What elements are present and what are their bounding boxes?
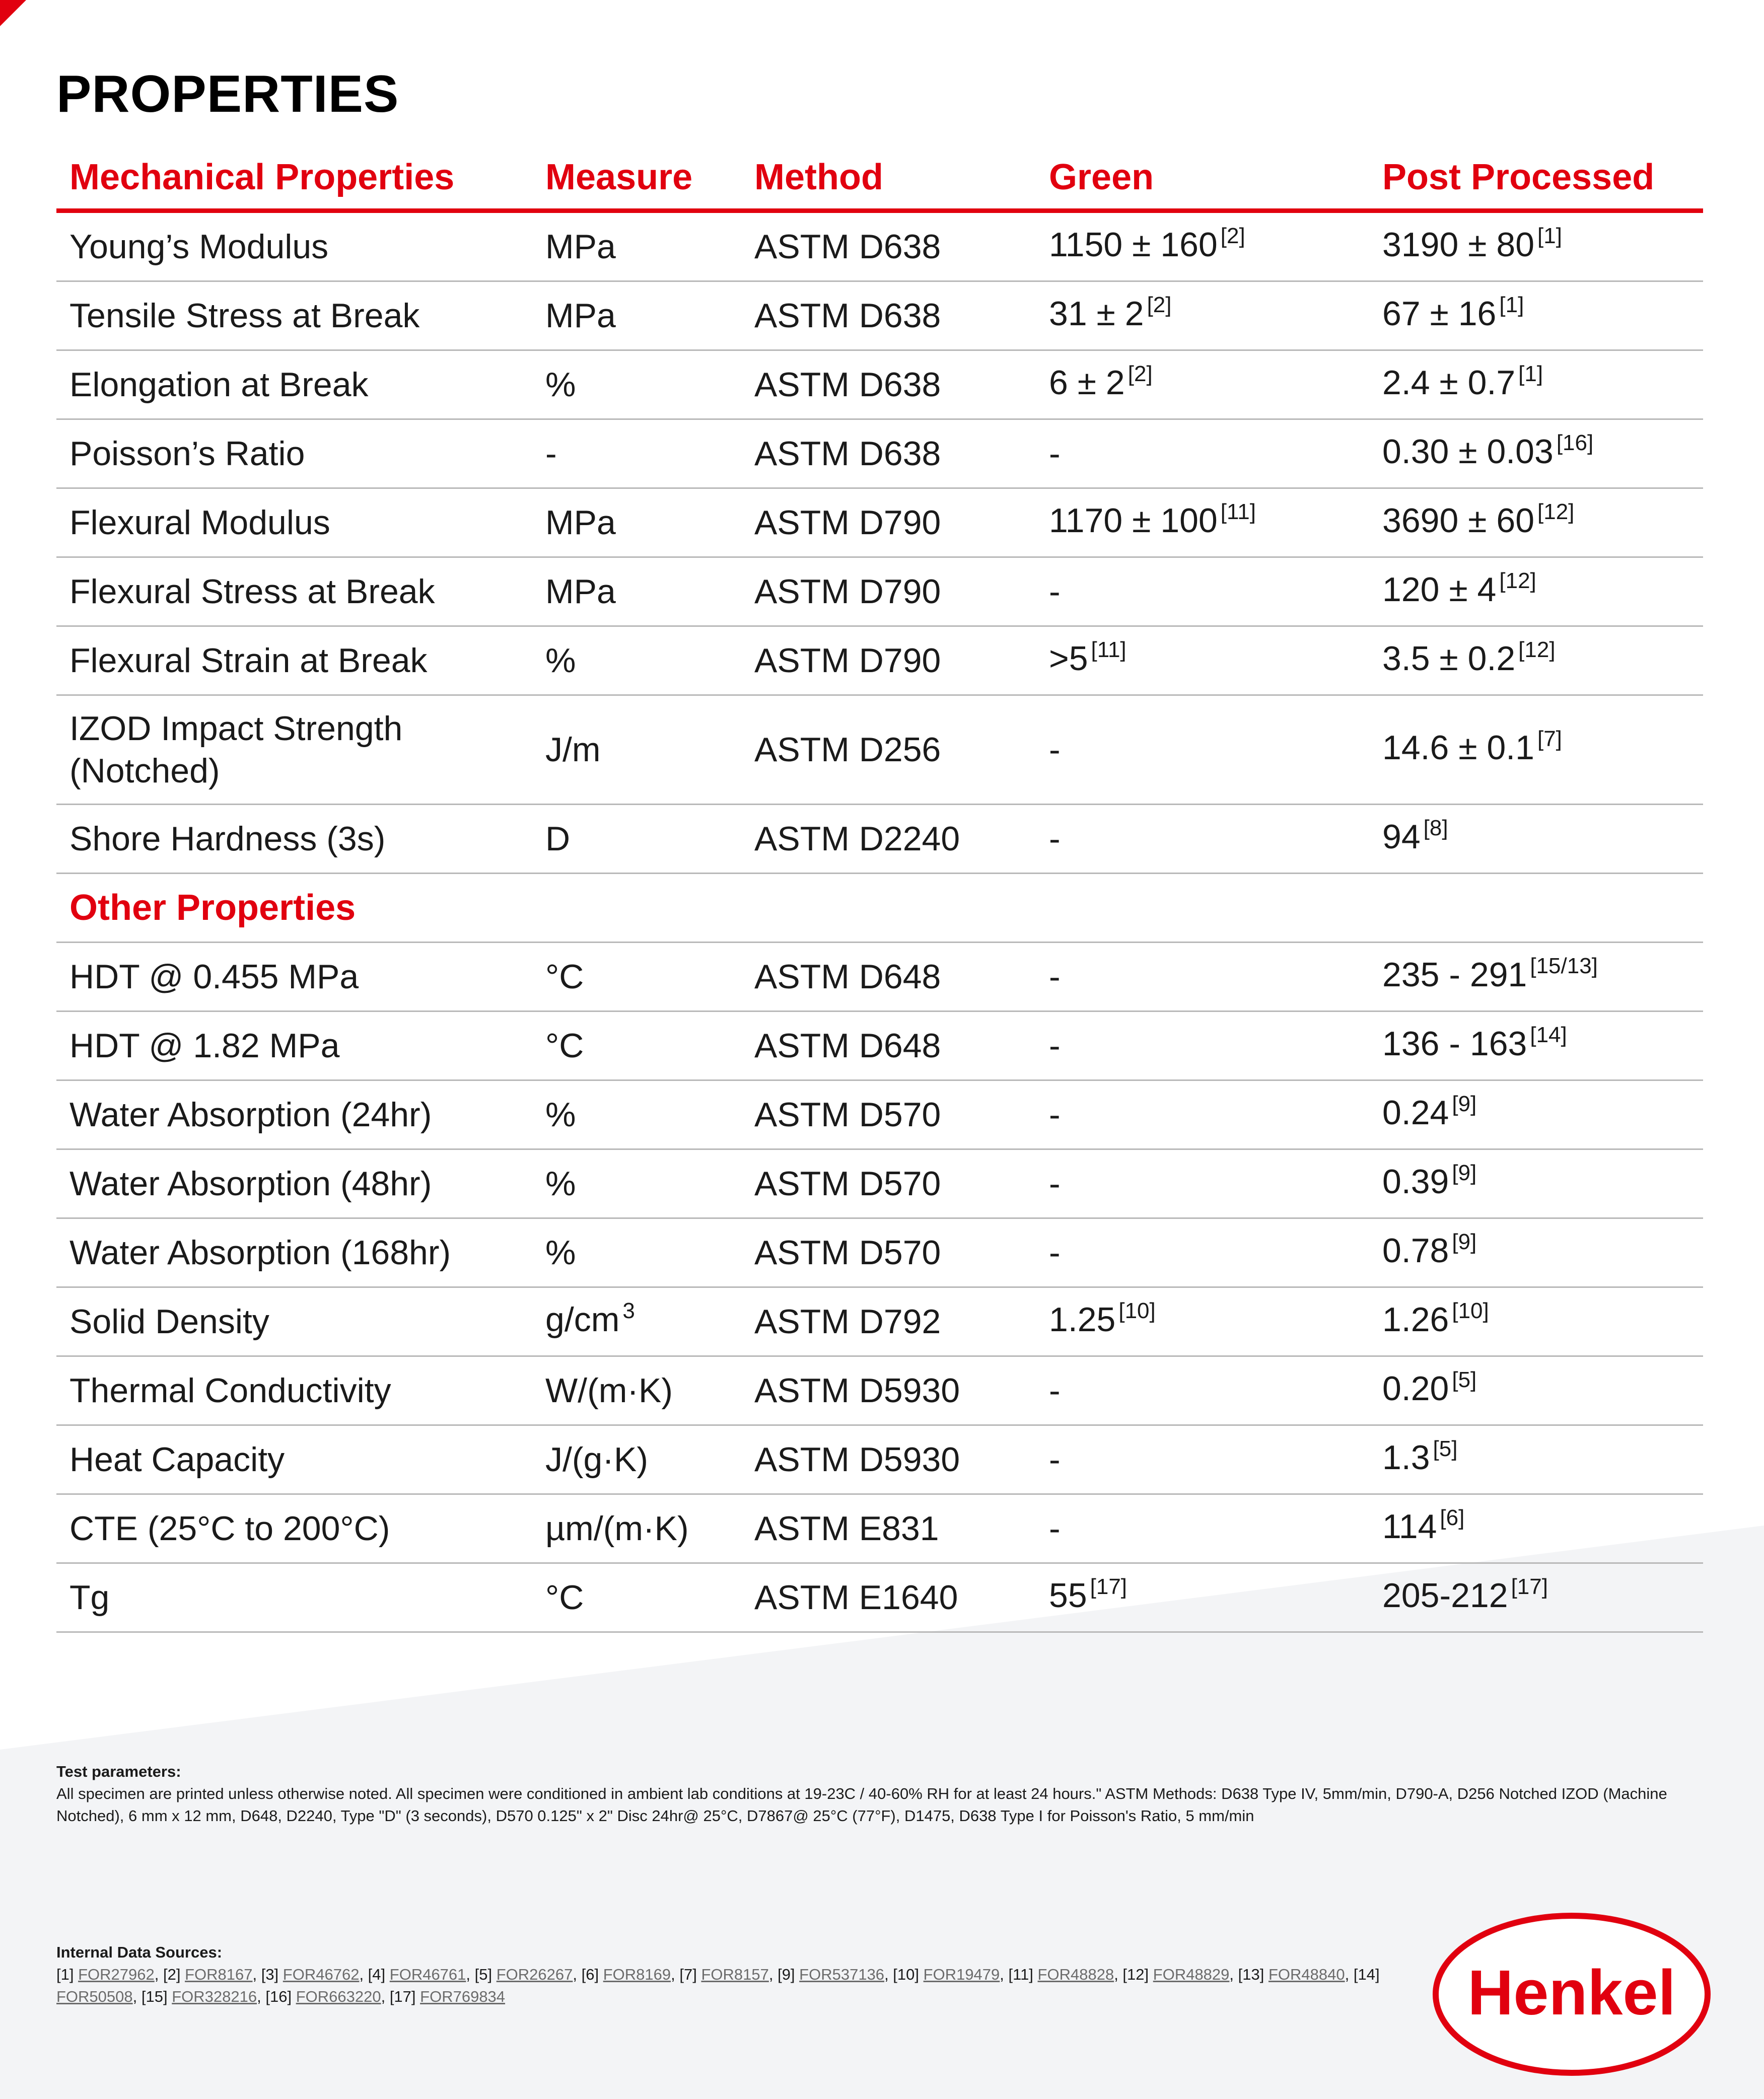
source-link[interactable]: FOR663220 bbox=[296, 1988, 381, 2005]
green-value-value: - bbox=[1049, 820, 1061, 858]
green-value bbox=[1036, 281, 1369, 350]
source-link[interactable]: FOR8167 bbox=[185, 1966, 253, 1983]
source-link[interactable]: FOR26267 bbox=[496, 1966, 573, 1983]
post-processed-value-ref: [6] bbox=[1440, 1505, 1465, 1530]
post-processed-value bbox=[1369, 1080, 1703, 1149]
green-value-value: - bbox=[1049, 731, 1061, 769]
table-row bbox=[56, 211, 1703, 281]
source-number: [9] bbox=[778, 1966, 795, 1983]
post-processed-value bbox=[1369, 1494, 1703, 1563]
green-value-ref: [11] bbox=[1091, 637, 1126, 662]
measure-value: % bbox=[545, 641, 576, 680]
measure bbox=[532, 350, 741, 419]
source-number: [7] bbox=[679, 1966, 697, 1983]
properties-table bbox=[56, 146, 1703, 1633]
green-value bbox=[1036, 488, 1369, 557]
table-row bbox=[56, 1287, 1703, 1356]
post-processed-value-value: 136 - 163 bbox=[1382, 1024, 1527, 1063]
property-name-value: Elongation at Break bbox=[69, 366, 369, 404]
measure-value: MPa bbox=[545, 503, 616, 542]
post-processed-value bbox=[1369, 419, 1703, 488]
measure-value: MPa bbox=[545, 297, 616, 335]
method bbox=[741, 1287, 1036, 1356]
property-name-value: CTE (25°C to 200°C) bbox=[69, 1509, 390, 1548]
post-processed-value bbox=[1369, 805, 1703, 874]
source-link[interactable]: FOR19479 bbox=[923, 1966, 1000, 1983]
measure-value: - bbox=[545, 435, 557, 473]
method-value: ASTM D638 bbox=[754, 297, 941, 335]
green-value-value: 55 bbox=[1049, 1576, 1087, 1615]
property-name bbox=[56, 350, 532, 419]
property-name-value: IZOD Impact Strength bbox=[69, 709, 403, 748]
method-value: ASTM D2240 bbox=[754, 820, 960, 858]
method bbox=[741, 1425, 1036, 1494]
green-value-ref: [10] bbox=[1118, 1298, 1156, 1323]
green-value bbox=[1036, 211, 1369, 281]
source-number: [3] bbox=[261, 1966, 279, 1983]
measure bbox=[532, 1080, 741, 1149]
property-name bbox=[56, 626, 532, 695]
page-title: PROPERTIES bbox=[56, 65, 399, 123]
measure bbox=[532, 1287, 741, 1356]
method-value: ASTM E831 bbox=[754, 1509, 939, 1548]
green-value-ref: [2] bbox=[1147, 292, 1172, 317]
post-processed-value bbox=[1369, 281, 1703, 350]
method bbox=[741, 211, 1036, 281]
measure bbox=[532, 1425, 741, 1494]
measure bbox=[532, 281, 741, 350]
post-processed-value-value: 114 bbox=[1382, 1507, 1437, 1546]
green-value bbox=[1036, 1011, 1369, 1080]
post-processed-value-ref: [12] bbox=[1518, 637, 1556, 662]
property-name-value: HDT @ 1.82 MPa bbox=[69, 1027, 340, 1065]
table-row bbox=[56, 943, 1703, 1011]
post-processed-value-value: 67 ± 16 bbox=[1382, 294, 1497, 333]
green-value bbox=[1036, 1149, 1369, 1218]
property-name-value: Flexural Modulus bbox=[69, 503, 330, 542]
post-processed-value-value: 2.4 ± 0.7 bbox=[1382, 363, 1516, 402]
measure bbox=[532, 1218, 741, 1287]
green-value-ref: [11] bbox=[1220, 499, 1256, 524]
property-name-value: Shore Hardness (3s) bbox=[69, 820, 386, 858]
green-value bbox=[1036, 943, 1369, 1011]
method bbox=[741, 1563, 1036, 1632]
property-name bbox=[56, 1494, 532, 1563]
post-processed-value-ref: [12] bbox=[1499, 568, 1536, 593]
method-value: ASTM D5930 bbox=[754, 1371, 960, 1410]
table-row bbox=[56, 626, 1703, 695]
measure-ref: 3 bbox=[622, 1298, 635, 1323]
source-number: [15] bbox=[141, 1988, 168, 2005]
green-value bbox=[1036, 557, 1369, 626]
method-value: ASTM D570 bbox=[754, 1234, 941, 1272]
property-name-value: Heat Capacity bbox=[69, 1440, 285, 1479]
property-name bbox=[56, 1080, 532, 1149]
source-link[interactable]: FOR46761 bbox=[389, 1966, 466, 1983]
corner-accent bbox=[0, 0, 26, 26]
measure-value: % bbox=[545, 366, 576, 404]
property-name bbox=[56, 1356, 532, 1425]
post-processed-value-value: 3690 ± 60 bbox=[1382, 501, 1535, 540]
property-name-value: Water Absorption (168hr) bbox=[69, 1234, 451, 1272]
post-processed-value-ref: [1] bbox=[1499, 292, 1524, 317]
measure bbox=[532, 1563, 741, 1632]
method-value: ASTM D648 bbox=[754, 1027, 941, 1065]
green-value bbox=[1036, 626, 1369, 695]
post-processed-value-ref: [5] bbox=[1433, 1436, 1458, 1461]
property-name-value: Flexural Stress at Break bbox=[69, 572, 435, 611]
post-processed-value bbox=[1369, 943, 1703, 1011]
property-name-value: Solid Density bbox=[69, 1302, 269, 1341]
measure-value: % bbox=[545, 1165, 576, 1203]
post-processed-value-value: 3.5 ± 0.2 bbox=[1382, 639, 1516, 678]
source-link[interactable]: FOR46762 bbox=[283, 1966, 360, 1983]
property-name-value: Water Absorption (24hr) bbox=[69, 1096, 432, 1134]
header-green: Green bbox=[1036, 146, 1369, 211]
table-row bbox=[56, 1356, 1703, 1425]
post-processed-value bbox=[1369, 1218, 1703, 1287]
method bbox=[741, 695, 1036, 805]
header-mechanical-properties: Mechanical Properties bbox=[56, 146, 532, 211]
property-name-value: HDT @ 0.455 MPa bbox=[69, 958, 359, 996]
green-value bbox=[1036, 350, 1369, 419]
post-processed-value-value: 0.20 bbox=[1382, 1369, 1449, 1408]
green-value-value: - bbox=[1049, 1165, 1061, 1203]
table-header-row bbox=[56, 146, 1703, 211]
property-name bbox=[56, 281, 532, 350]
measure bbox=[532, 557, 741, 626]
table-row bbox=[56, 1149, 1703, 1218]
sources-list: [1] FOR27962, [2] FOR8167, [3] FOR46762, [4] FOR46761, [5] FOR26267, [6] FOR8169, [7] FOR8157, [9] FOR537136, [10] FOR19479, [11] FOR48828, [12] FOR48829, [13] FOR48840, [14] FOR50508, [15] FOR328216, [16] FOR663220, [17] FOR769834 bbox=[56, 1966, 1380, 2005]
source-number: [2] bbox=[163, 1966, 181, 1983]
property-name bbox=[56, 1563, 532, 1632]
source-number: [1] bbox=[56, 1966, 74, 1983]
post-processed-value-value: 1.26 bbox=[1382, 1300, 1449, 1339]
property-name bbox=[56, 1287, 532, 1356]
measure bbox=[532, 695, 741, 805]
table-row bbox=[56, 488, 1703, 557]
other-properties-heading: Other Properties bbox=[56, 874, 1703, 943]
post-processed-value-ref: [16] bbox=[1556, 430, 1594, 455]
post-processed-value-value: 3190 ± 80 bbox=[1382, 225, 1535, 264]
method-value: ASTM D790 bbox=[754, 503, 941, 542]
table-row bbox=[56, 1011, 1703, 1080]
table-row bbox=[56, 281, 1703, 350]
property-name bbox=[56, 805, 532, 874]
henkel-logo bbox=[1431, 1911, 1712, 2077]
source-link[interactable]: FOR48829 bbox=[1153, 1966, 1230, 1983]
source-link[interactable]: FOR769834 bbox=[420, 1988, 506, 2005]
property-name bbox=[56, 488, 532, 557]
green-value-value: 1170 ± 100 bbox=[1049, 501, 1218, 540]
measure bbox=[532, 419, 741, 488]
post-processed-value-value: 0.39 bbox=[1382, 1162, 1449, 1201]
method-value: ASTM D638 bbox=[754, 435, 941, 473]
table-row bbox=[56, 1218, 1703, 1287]
post-processed-value bbox=[1369, 1011, 1703, 1080]
method-value: ASTM E1640 bbox=[754, 1578, 958, 1617]
measure bbox=[532, 1011, 741, 1080]
source-number: [12] bbox=[1122, 1966, 1149, 1983]
method bbox=[741, 350, 1036, 419]
method-value: ASTM D638 bbox=[754, 228, 941, 266]
green-value bbox=[1036, 1494, 1369, 1563]
source-number: [13] bbox=[1238, 1966, 1264, 1983]
test-parameters-text: All specimen are printed unless otherwise noted. All specimen were conditioned in ambient lab conditions at 19-23C / 40-60% RH for at least 24 hours." ASTM Methods: D638 Type IV, 5mm/min, D790-A, D256 Notched IZOD (Machine Notched), 6 mm x 12 mm, D648, D2240, Type "D" (3 seconds), D570 0.125" x 2" Disc 24hr@ 25°C, D7867@ 25°C (77°F), D1475, D638 Type I for Poisson's Ratio, 5 mm/min bbox=[56, 1785, 1667, 1825]
measure-value: W/(m·K) bbox=[545, 1371, 673, 1410]
green-value bbox=[1036, 1080, 1369, 1149]
property-name bbox=[56, 557, 532, 626]
property-name bbox=[56, 211, 532, 281]
post-processed-value bbox=[1369, 1356, 1703, 1425]
table-row bbox=[56, 1494, 1703, 1563]
post-processed-value bbox=[1369, 211, 1703, 281]
method bbox=[741, 419, 1036, 488]
test-parameters-heading: Test parameters: bbox=[56, 1763, 181, 1780]
post-processed-value-value: 205-212 bbox=[1382, 1576, 1508, 1615]
source-number: [6] bbox=[581, 1966, 599, 1983]
table-row bbox=[56, 1080, 1703, 1149]
table-row bbox=[56, 419, 1703, 488]
measure bbox=[532, 626, 741, 695]
header-post-processed: Post Processed bbox=[1369, 146, 1703, 211]
source-number: [16] bbox=[265, 1988, 292, 2005]
method bbox=[741, 1218, 1036, 1287]
green-value-value: - bbox=[1049, 1440, 1061, 1479]
post-processed-value bbox=[1369, 557, 1703, 626]
property-name-line2: (Notched) bbox=[69, 752, 220, 790]
post-processed-value bbox=[1369, 488, 1703, 557]
post-processed-value-ref: [7] bbox=[1537, 726, 1562, 751]
property-name bbox=[56, 1011, 532, 1080]
green-value-value: - bbox=[1049, 435, 1061, 473]
source-link[interactable]: FOR8169 bbox=[603, 1966, 671, 1983]
table-row bbox=[56, 695, 1703, 805]
post-processed-value bbox=[1369, 1287, 1703, 1356]
post-processed-value bbox=[1369, 695, 1703, 805]
header-method: Method bbox=[741, 146, 1036, 211]
green-value-value: - bbox=[1049, 1371, 1061, 1410]
green-value-value: >5 bbox=[1049, 639, 1088, 678]
post-processed-value-ref: [8] bbox=[1423, 815, 1448, 840]
property-name bbox=[56, 1425, 532, 1494]
source-link[interactable]: FOR27962 bbox=[78, 1966, 155, 1983]
table-row bbox=[56, 805, 1703, 874]
green-value bbox=[1036, 695, 1369, 805]
green-value-value: 1.25 bbox=[1049, 1300, 1116, 1339]
post-processed-value bbox=[1369, 1563, 1703, 1632]
method bbox=[741, 488, 1036, 557]
measure-value: J/(g·K) bbox=[545, 1440, 648, 1479]
post-processed-value-ref: [1] bbox=[1537, 223, 1562, 248]
method bbox=[741, 1356, 1036, 1425]
source-number: [10] bbox=[893, 1966, 920, 1983]
source-number: [17] bbox=[389, 1988, 416, 2005]
post-processed-value-ref: [14] bbox=[1530, 1022, 1567, 1047]
post-processed-value bbox=[1369, 1149, 1703, 1218]
green-value-ref: [2] bbox=[1127, 361, 1153, 386]
post-processed-value-ref: [9] bbox=[1452, 1160, 1477, 1185]
measure-value: °C bbox=[545, 1027, 584, 1065]
green-value-value: - bbox=[1049, 1234, 1061, 1272]
green-value bbox=[1036, 805, 1369, 874]
property-name-value: Young’s Modulus bbox=[69, 228, 329, 266]
green-value bbox=[1036, 1287, 1369, 1356]
method bbox=[741, 943, 1036, 1011]
property-name bbox=[56, 695, 532, 805]
measure bbox=[532, 211, 741, 281]
source-link[interactable]: FOR537136 bbox=[799, 1966, 885, 1983]
table-row bbox=[56, 557, 1703, 626]
green-value-ref: [2] bbox=[1220, 223, 1245, 248]
method bbox=[741, 281, 1036, 350]
measure-value: % bbox=[545, 1096, 576, 1134]
measure-value: µm/(m·K) bbox=[545, 1509, 689, 1548]
method-value: ASTM D570 bbox=[754, 1096, 941, 1134]
property-name bbox=[56, 419, 532, 488]
table-row bbox=[56, 1563, 1703, 1632]
measure-value: °C bbox=[545, 1578, 584, 1617]
source-number: [11] bbox=[1008, 1966, 1033, 1983]
measure bbox=[532, 1149, 741, 1218]
post-processed-value-value: 0.30 ± 0.03 bbox=[1382, 432, 1554, 471]
post-processed-value-value: 120 ± 4 bbox=[1382, 570, 1497, 609]
post-processed-value bbox=[1369, 1425, 1703, 1494]
green-value-ref: [17] bbox=[1090, 1574, 1127, 1599]
post-processed-value-value: 0.24 bbox=[1382, 1093, 1449, 1132]
source-link[interactable]: FOR50508 bbox=[56, 1988, 133, 2005]
method-value: ASTM D648 bbox=[754, 958, 941, 996]
source-link[interactable]: FOR328216 bbox=[172, 1988, 257, 2005]
source-link[interactable]: FOR48828 bbox=[1037, 1966, 1114, 1983]
source-number: [5] bbox=[474, 1966, 492, 1983]
post-processed-value-ref: [10] bbox=[1452, 1298, 1489, 1323]
method bbox=[741, 1149, 1036, 1218]
green-value-value: - bbox=[1049, 1509, 1061, 1548]
measure bbox=[532, 943, 741, 1011]
post-processed-value-value: 235 - 291 bbox=[1382, 955, 1527, 994]
method-value: ASTM D790 bbox=[754, 572, 941, 611]
property-name-value: Thermal Conductivity bbox=[69, 1371, 391, 1410]
measure bbox=[532, 1494, 741, 1563]
post-processed-value-value: 0.78 bbox=[1382, 1231, 1449, 1270]
green-value-value: 6 ± 2 bbox=[1049, 363, 1125, 402]
measure bbox=[532, 805, 741, 874]
post-processed-value-ref: [9] bbox=[1452, 1229, 1477, 1254]
green-value bbox=[1036, 1356, 1369, 1425]
post-processed-value-value: 94 bbox=[1382, 817, 1421, 856]
measure-value: % bbox=[545, 1234, 576, 1272]
post-processed-value-ref: [1] bbox=[1518, 361, 1543, 386]
property-name bbox=[56, 943, 532, 1011]
method-value: ASTM D638 bbox=[754, 366, 941, 404]
method-value: ASTM D256 bbox=[754, 731, 941, 769]
green-value-value: - bbox=[1049, 958, 1061, 996]
post-processed-value-ref: [9] bbox=[1452, 1091, 1477, 1116]
post-processed-value bbox=[1369, 626, 1703, 695]
post-processed-value-value: 1.3 bbox=[1382, 1438, 1430, 1477]
table-row bbox=[56, 1425, 1703, 1494]
method-value: ASTM D570 bbox=[754, 1165, 941, 1203]
green-value bbox=[1036, 1218, 1369, 1287]
property-name-value: Tensile Stress at Break bbox=[69, 297, 420, 335]
green-value bbox=[1036, 419, 1369, 488]
green-value-value: - bbox=[1049, 572, 1061, 611]
property-name bbox=[56, 1218, 532, 1287]
property-name-value: Water Absorption (48hr) bbox=[69, 1165, 432, 1203]
method bbox=[741, 1011, 1036, 1080]
method bbox=[741, 557, 1036, 626]
measure-value: g/cm bbox=[545, 1300, 620, 1339]
post-processed-value bbox=[1369, 350, 1703, 419]
post-processed-value-ref: [5] bbox=[1452, 1367, 1477, 1392]
test-parameters bbox=[56, 1761, 1703, 1827]
method-value: ASTM D790 bbox=[754, 641, 941, 680]
method-value: ASTM D5930 bbox=[754, 1440, 960, 1479]
post-processed-value-ref: [12] bbox=[1537, 499, 1575, 524]
measure-value: D bbox=[545, 820, 571, 858]
method bbox=[741, 1080, 1036, 1149]
property-name-value: Tg bbox=[69, 1578, 110, 1617]
source-number: [14] bbox=[1353, 1966, 1380, 1983]
green-value bbox=[1036, 1425, 1369, 1494]
measure bbox=[532, 1356, 741, 1425]
source-number: [4] bbox=[368, 1966, 386, 1983]
sources-heading: Internal Data Sources: bbox=[56, 1943, 223, 1961]
header-measure: Measure bbox=[532, 146, 741, 211]
property-name-value: Poisson’s Ratio bbox=[69, 435, 305, 473]
property-name bbox=[56, 1149, 532, 1218]
post-processed-value-ref: [15/13] bbox=[1530, 953, 1598, 978]
property-name-value: Flexural Strain at Break bbox=[69, 641, 428, 680]
measure-value: °C bbox=[545, 958, 584, 996]
logo-text: Henkel bbox=[1467, 1957, 1676, 2028]
post-processed-value-ref: [17] bbox=[1511, 1574, 1548, 1599]
measure-value: J/m bbox=[545, 731, 601, 769]
measure-value: MPa bbox=[545, 228, 616, 266]
section-row bbox=[56, 874, 1703, 943]
method bbox=[741, 1494, 1036, 1563]
green-value-value: 31 ± 2 bbox=[1049, 294, 1144, 333]
green-value-value: 1150 ± 160 bbox=[1049, 225, 1218, 264]
green-value-value: - bbox=[1049, 1096, 1061, 1134]
measure-value: MPa bbox=[545, 572, 616, 611]
post-processed-value-value: 14.6 ± 0.1 bbox=[1382, 728, 1534, 767]
method-value: ASTM D792 bbox=[754, 1302, 941, 1341]
method bbox=[741, 626, 1036, 695]
source-link[interactable]: FOR48840 bbox=[1268, 1966, 1345, 1983]
internal-data-sources bbox=[56, 1941, 1416, 2008]
method bbox=[741, 805, 1036, 874]
source-link[interactable]: FOR8157 bbox=[701, 1966, 769, 1983]
green-value bbox=[1036, 1563, 1369, 1632]
green-value-value: - bbox=[1049, 1027, 1061, 1065]
table-body bbox=[56, 211, 1703, 1632]
table-row bbox=[56, 350, 1703, 419]
measure bbox=[532, 488, 741, 557]
